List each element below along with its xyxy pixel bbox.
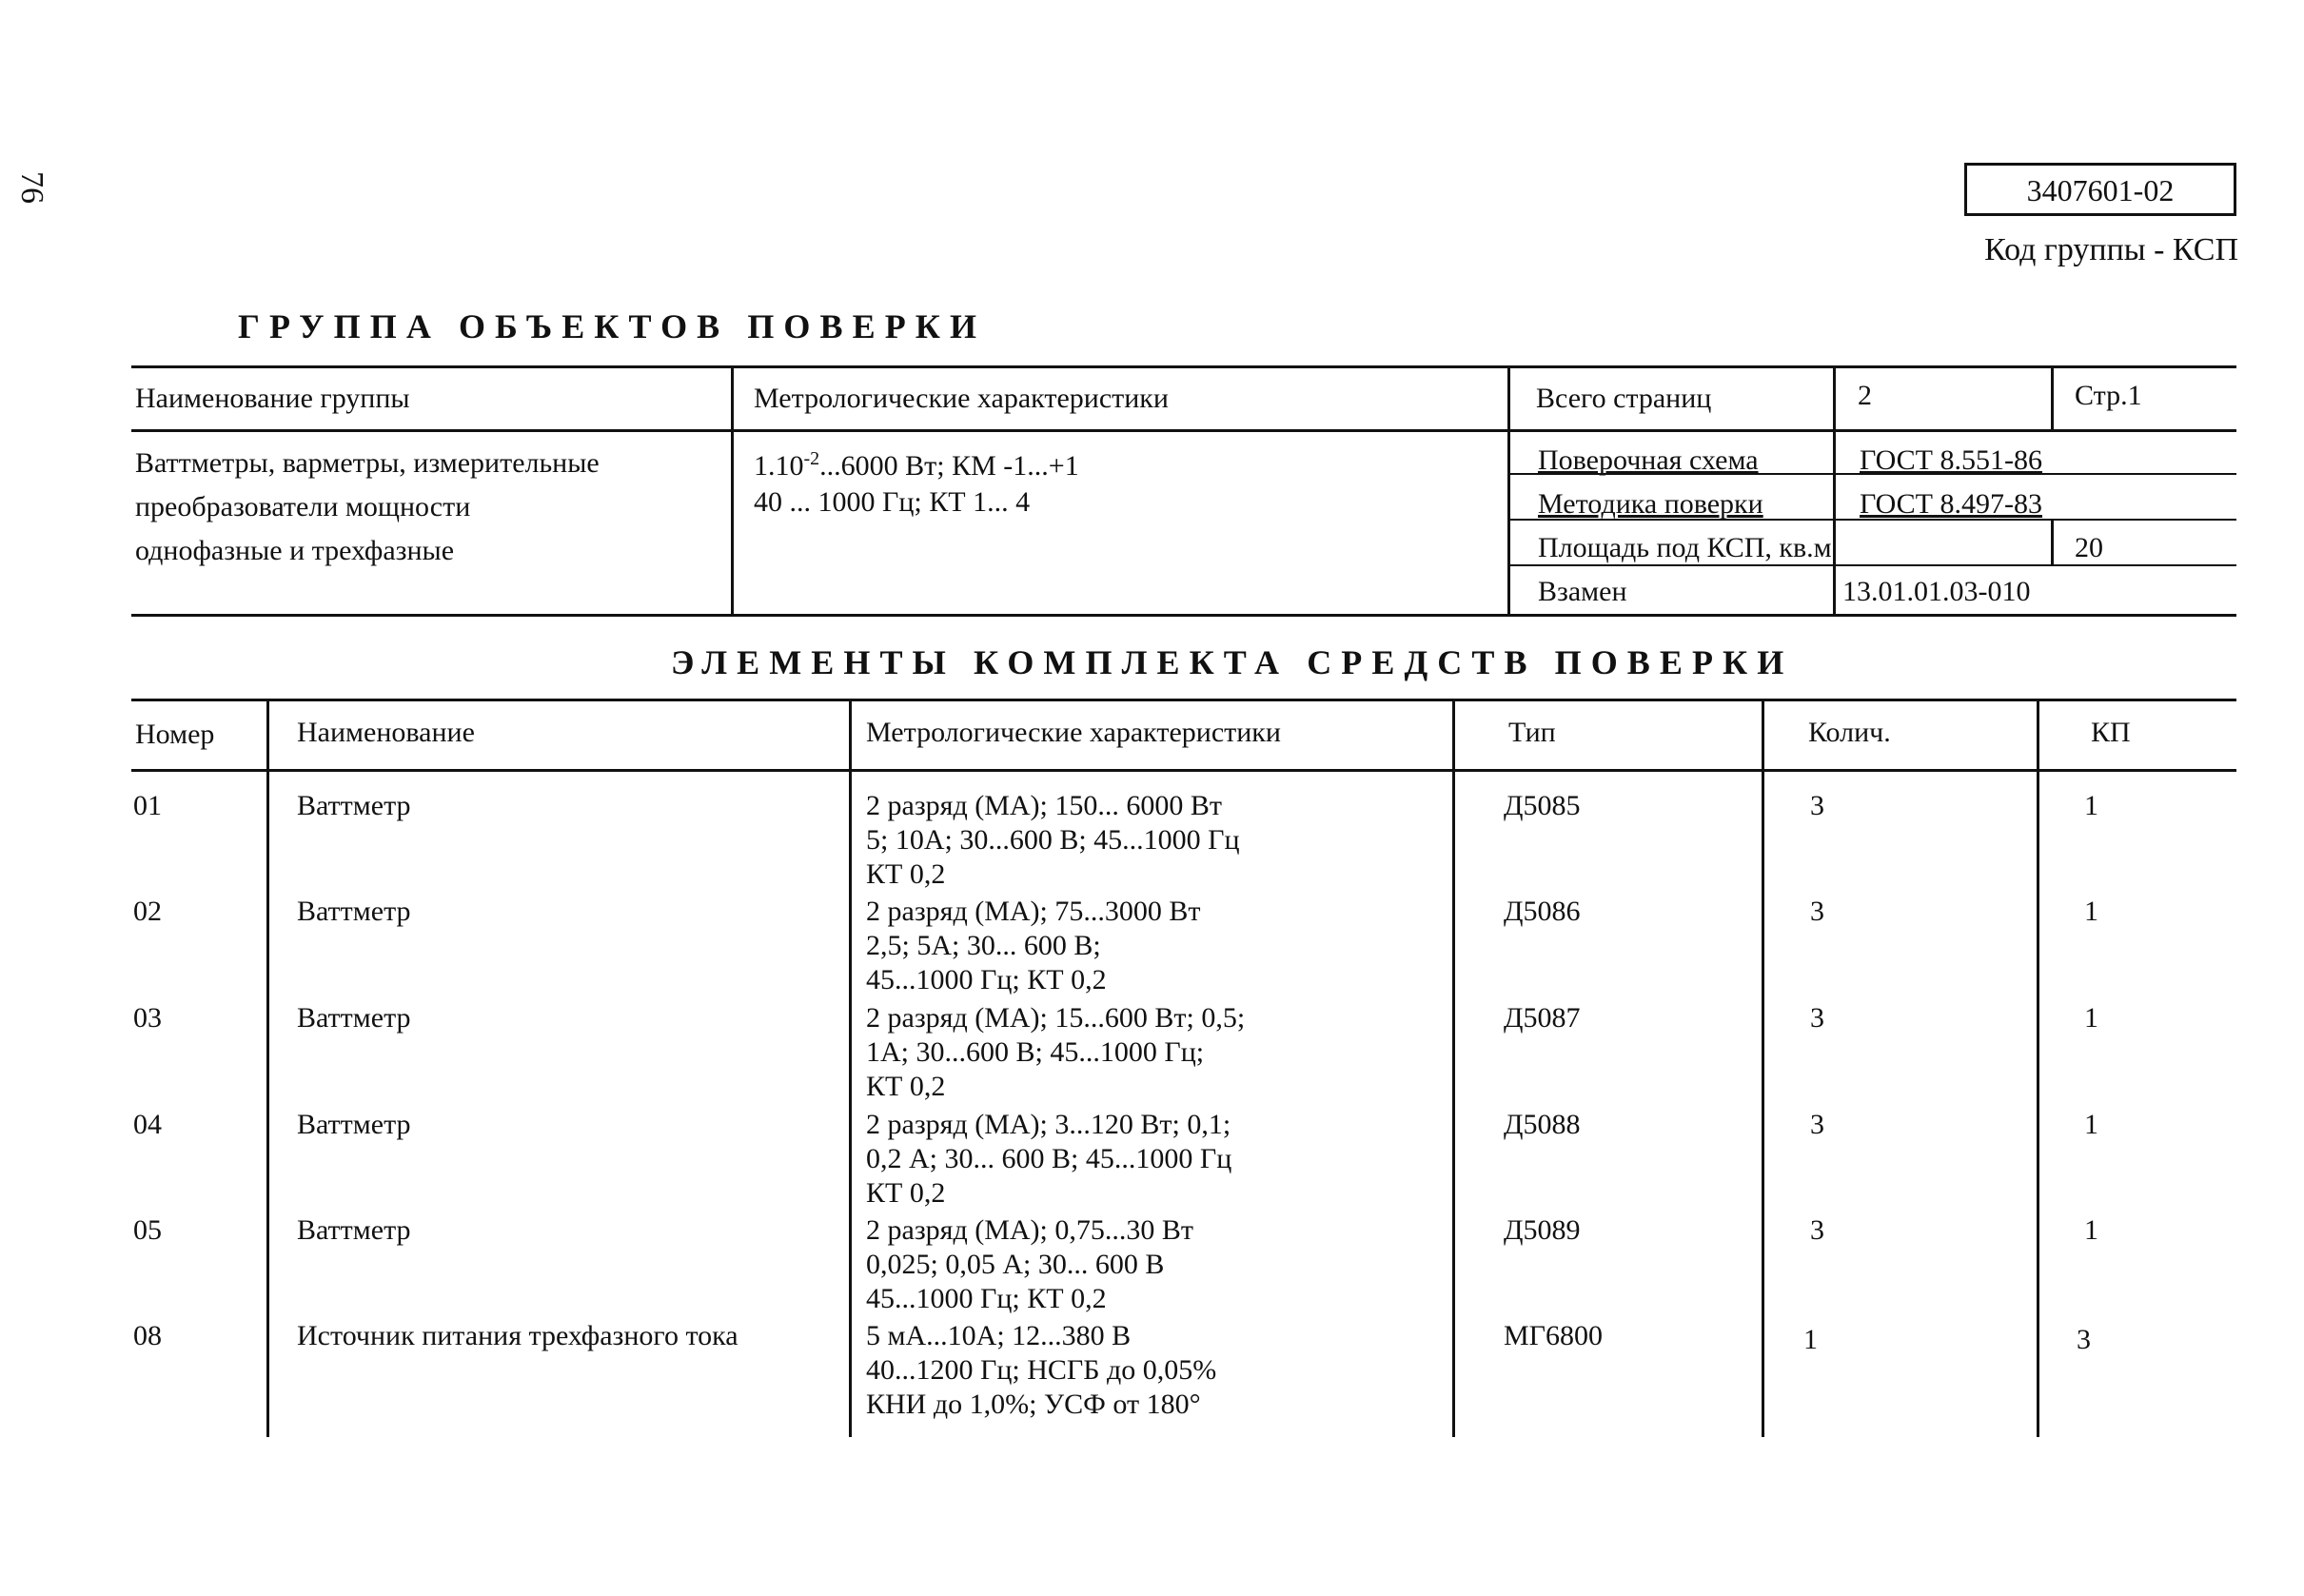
row-name: Ваттметр [297, 1002, 411, 1034]
group-table-divider-2 [1507, 365, 1510, 614]
document-code: 3407601-02 [1964, 163, 2236, 216]
group-header-total-pages: Всего страниц [1536, 383, 1712, 414]
elements-header-name: Наименование [297, 717, 475, 748]
elements-col-divider-1 [266, 699, 269, 1437]
row-metro: 2 разряд (МА); 150... 6000 Вт 5; 10А; 30...600 В; 45...1000 Гц КТ 0,2 [866, 790, 1240, 890]
group-header-name: Наименование группы [135, 383, 410, 414]
info-value-method: ГОСТ 8.497-83 [1860, 488, 2042, 520]
info-value-replaces: 13.01.01.03-010 [1842, 576, 2031, 607]
row-kp: 3 [2077, 1324, 2091, 1355]
elements-col-divider-4 [1762, 699, 1764, 1437]
group-table-divider-4 [2051, 365, 2054, 429]
row-metro: 2 разряд (МА); 75...3000 Вт 2,5; 5А; 30... 600 В; 45...1000 Гц; КТ 0,2 [866, 896, 1201, 995]
elements-header-kp: КП [2091, 717, 2131, 748]
group-table-top-border [131, 365, 2236, 368]
row-name: Ваттметр [297, 896, 411, 927]
row-metro: 2 разряд (МА); 3...120 Вт; 0,1; 0,2 А; 30... 600 В; 45...1000 Гц КТ 0,2 [866, 1109, 1232, 1209]
group-table-divider-5 [2051, 519, 2054, 564]
row-qty: 3 [1810, 790, 1824, 821]
row-num: 05 [133, 1214, 162, 1246]
info-label-method: Методика поверки [1538, 488, 1763, 520]
row-type: Д5086 [1504, 896, 1581, 927]
elements-table-header-border [131, 769, 2236, 772]
row-type: Д5088 [1504, 1109, 1581, 1140]
elements-header-metro: Метрологические характеристики [866, 717, 1281, 748]
info-value-area: 20 [2075, 532, 2103, 563]
elements-header-type: Тип [1508, 717, 1556, 748]
elements-col-divider-5 [2037, 699, 2039, 1437]
group-code: Код группы - КСП [1984, 232, 2238, 267]
heading-group-objects: ГРУППА ОБЪЕКТОВ ПОВЕРКИ [238, 307, 987, 345]
row-qty: 1 [1803, 1324, 1818, 1355]
elements-col-divider-2 [849, 699, 852, 1437]
row-qty: 3 [1810, 1214, 1824, 1246]
group-header-total-pages-value: 2 [1858, 380, 1872, 411]
row-name: Ваттметр [297, 790, 411, 821]
info-value-scheme: ГОСТ 8.551-86 [1860, 444, 2042, 476]
heading-kit-elements: ЭЛЕМЕНТЫ КОМПЛЕКТА СРЕДСТВ ПОВЕРКИ [671, 643, 1794, 681]
row-qty: 3 [1810, 1109, 1824, 1140]
group-metro-line-2: 40 ... 1000 Гц; КТ 1... 4 [754, 486, 1031, 518]
row-name: Источник питания трехфазного тока [297, 1320, 738, 1351]
row-type: Д5089 [1504, 1214, 1581, 1246]
info-label-scheme: Поверочная схема [1538, 444, 1759, 476]
row-num: 02 [133, 896, 162, 927]
row-qty: 3 [1810, 896, 1824, 927]
group-name-value: Ваттметры, варметры, измерительные преобразователи мощности однофазные и трехфазные [135, 447, 600, 566]
group-header-page: Стр.1 [2075, 380, 2142, 411]
row-name: Ваттметр [297, 1109, 411, 1140]
group-header-metro: Метрологические характеристики [754, 383, 1169, 414]
row-kp: 1 [2084, 896, 2098, 927]
row-kp: 1 [2084, 1002, 2098, 1034]
row-kp: 1 [2084, 790, 2098, 821]
elements-col-divider-3 [1452, 699, 1455, 1437]
group-table-divider-3 [1833, 365, 1836, 614]
row-name: Ваттметр [297, 1214, 411, 1246]
row-type: МГ6800 [1504, 1320, 1604, 1351]
elements-table-top-border [131, 699, 2236, 701]
elements-header-qty: Колич. [1808, 717, 1891, 748]
row-kp: 1 [2084, 1109, 2098, 1140]
group-table-divider-1 [731, 365, 734, 614]
row-qty: 3 [1810, 1002, 1824, 1034]
row-type: Д5087 [1504, 1002, 1581, 1034]
elements-header-num: Номер [135, 719, 215, 750]
info-label-replaces: Взамен [1538, 576, 1627, 607]
group-table-header-border [131, 429, 2236, 432]
row-num: 04 [133, 1109, 162, 1140]
row-metro: 2 разряд (МА); 0,75...30 Вт 0,025; 0,05 А; 30... 600 В 45...1000 Гц; КТ 0,2 [866, 1214, 1194, 1314]
page-number: 76 [14, 171, 49, 204]
group-table-bottom-border [131, 614, 2236, 617]
row-type: Д5085 [1504, 790, 1581, 821]
row-num: 01 [133, 790, 162, 821]
row-num: 08 [133, 1320, 162, 1351]
row-metro: 2 разряд (МА); 15...600 Вт; 0,5; 1А; 30...600 В; 45...1000 Гц; КТ 0,2 [866, 1002, 1246, 1102]
row-metro: 5 мА...10А; 12...380 В 40...1200 Гц; НСГБ до 0,05% КНИ до 1,0%; УСФ от 180° [866, 1320, 1217, 1420]
row-kp: 1 [2084, 1214, 2098, 1246]
group-metro-line-1: $1.10^{-2}...6000$ Вт; КМ -1...+1 [754, 448, 1079, 482]
row-num: 03 [133, 1002, 162, 1034]
info-label-area: Площадь под КСП, кв.м [1538, 532, 1832, 563]
